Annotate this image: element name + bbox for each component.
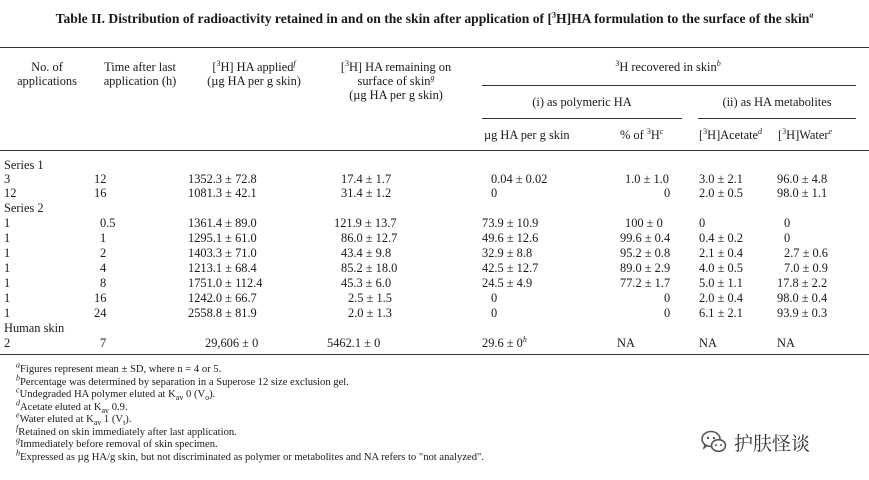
table-cell: 2558.8 ± 81.9 xyxy=(188,306,257,320)
table-cell: 31.4 ± 1.2 xyxy=(341,186,392,200)
table-cell: 16 xyxy=(94,291,107,305)
table-cell: 1 xyxy=(4,246,11,260)
table-cell: 7.0 ± 0.9 xyxy=(784,261,828,275)
table-cell: 3.0 ± 2.1 xyxy=(699,172,743,186)
table-cell: 4.0 ± 0.5 xyxy=(699,261,743,275)
table-cell: 1081.3 ± 42.1 xyxy=(188,186,257,200)
table-cell: 8 xyxy=(100,276,107,290)
table-cell: 99.6 ± 0.4 xyxy=(620,231,671,245)
table-cell: 17.4 ± 1.7 xyxy=(341,172,392,186)
table-cell: 24 xyxy=(94,306,107,320)
table-cell: 2 xyxy=(100,246,107,260)
table-cell: 93.9 ± 0.3 xyxy=(777,306,828,320)
table-cell: NA xyxy=(699,336,717,350)
footnote: $^a$Figures represent mean ± SD, where n = 4 or 5. xyxy=(16,360,222,375)
table-cell: 12 xyxy=(94,172,107,186)
table-cell: 100 ± 0 xyxy=(625,216,663,230)
table-cell: 0 xyxy=(784,231,791,245)
table-cell: 1242.0 ± 66.7 xyxy=(188,291,257,305)
header-no-applications: No. of applications xyxy=(17,60,77,88)
table-cell: 1 xyxy=(4,216,11,230)
group-rule xyxy=(482,85,856,86)
sub2-rule xyxy=(698,118,856,119)
table-cell: 2.0 ± 1.3 xyxy=(348,306,392,320)
table-cell: 0.4 ± 0.2 xyxy=(699,231,743,245)
table-cell: 1213.1 ± 68.4 xyxy=(188,261,257,275)
table-cell: 2 xyxy=(4,336,11,350)
header-bottom-rule xyxy=(0,150,869,151)
table-cell: 0.04 ± 0.02 xyxy=(491,172,548,186)
table-cell: 0 xyxy=(664,186,671,200)
table-cell: 1361.4 ± 89.0 xyxy=(188,216,257,230)
series-label: Series 2 xyxy=(4,201,44,215)
sub1-rule xyxy=(482,118,682,119)
table-cell: 0 xyxy=(699,216,706,230)
table-cell: $29.6 \pm 0^h$ xyxy=(482,334,527,350)
table-cell: 3 xyxy=(4,172,11,186)
header-metabolites: (ii) as HA metabolites xyxy=(722,95,832,109)
table-cell: 5462.1 ± 0 xyxy=(327,336,381,350)
series-label: Human skin xyxy=(4,321,65,335)
header-percent: % of $^3H^c$ xyxy=(620,126,664,142)
table-cell: 49.6 ± 12.6 xyxy=(482,231,539,245)
table-cell: 2.0 ± 0.4 xyxy=(699,291,743,305)
table-cell: 24.5 ± 4.9 xyxy=(482,276,533,290)
header-acetate: [$^3$H]Acetate$^d$ xyxy=(699,126,763,142)
table-cell: 5.0 ± 1.1 xyxy=(699,276,743,290)
header-ug-ha: µg HA per g skin xyxy=(484,128,570,142)
table-cell: 0 xyxy=(491,306,498,320)
footnote: $^e$Water eluted at $K_{av}$ 1 $(V_t)$. xyxy=(16,410,132,428)
table-cell: 1 xyxy=(4,231,11,245)
table-cell: 89.0 ± 2.9 xyxy=(620,261,671,275)
header-time-after: Time after last application (h) xyxy=(103,60,177,88)
table-cell: 1.0 ± 1.0 xyxy=(625,172,669,186)
table-cell: 1403.3 ± 71.0 xyxy=(188,246,257,260)
header-recovered-group: $^3$H recovered in skin$^b$ xyxy=(615,58,721,74)
table-cell: 45.3 ± 6.0 xyxy=(341,276,392,290)
table-cell: 0 xyxy=(491,291,498,305)
wechat-icon xyxy=(700,428,728,456)
table-title: Table II. Distribution of radioactivity retained in and on the skin after application of [$^3$H]HA formulation to the surface of the skin$^a$ xyxy=(55,10,814,26)
table-cell: 2.0 ± 0.5 xyxy=(699,186,743,200)
table-cell: 98.0 ± 1.1 xyxy=(777,186,828,200)
header-polymeric: (i) as polymeric HA xyxy=(532,95,632,109)
footnote: $^d$Acetate eluted at $K_{av}$ 0.9. xyxy=(16,397,128,415)
table-cell: 85.2 ± 18.0 xyxy=(341,261,398,275)
table-cell: 17.8 ± 2.2 xyxy=(777,276,828,290)
table-cell: 1 xyxy=(100,231,107,245)
top-rule xyxy=(0,47,869,48)
table-cell: NA xyxy=(777,336,795,350)
table-cell: 1751.0 ± 112.4 xyxy=(188,276,263,290)
table-cell: 43.4 ± 9.8 xyxy=(341,246,392,260)
series-label: Series 1 xyxy=(4,158,44,172)
table-cell: 1 xyxy=(4,306,11,320)
table-cell: 32.9 ± 8.8 xyxy=(482,246,533,260)
table-cell: 6.1 ± 2.1 xyxy=(699,306,743,320)
table-cell: 0 xyxy=(664,291,671,305)
table-cell: 98.0 ± 0.4 xyxy=(777,291,828,305)
footnote: $^g$Immediately before removal of skin specimen. xyxy=(16,435,218,450)
table-cell: 2.1 ± 0.4 xyxy=(699,246,743,260)
table-cell: 1295.1 ± 61.0 xyxy=(188,231,257,245)
table-cell: 42.5 ± 12.7 xyxy=(482,261,539,275)
table-cell: 29,606 ± 0 xyxy=(205,336,259,350)
table-cell: 73.9 ± 10.9 xyxy=(482,216,539,230)
table-cell: 1 xyxy=(4,276,11,290)
footnote: $^f$Retained on skin immediately after last application. xyxy=(16,422,237,438)
table-cell: 0.5 xyxy=(100,216,116,230)
header-water: [$^3$H]Water$^e$ xyxy=(778,126,833,142)
watermark-text: 护肤怪谈 xyxy=(734,432,811,455)
table-cell: 1 xyxy=(4,291,11,305)
table-cell: 77.2 ± 1.7 xyxy=(620,276,671,290)
table-cell: 12 xyxy=(4,186,17,200)
table-cell: 16 xyxy=(94,186,107,200)
table-cell: 121.9 ± 13.7 xyxy=(334,216,397,230)
table-cell: 0 xyxy=(491,186,498,200)
table-cell: 86.0 ± 12.7 xyxy=(341,231,398,245)
footnote: $^h$Expressed as µg HA/g skin, but not discriminated as polymer or metabolites and NA refers to "not analyzed". xyxy=(16,447,484,463)
table-cell: 2.5 ± 1.5 xyxy=(348,291,392,305)
table-cell: 1 xyxy=(4,261,11,275)
header-ha-applied: [$^3$H] HA applied$^f$ (µg HA per g skin) xyxy=(207,58,301,88)
table-cell: 1352.3 ± 72.8 xyxy=(188,172,257,186)
table-cell: 96.0 ± 4.8 xyxy=(777,172,828,186)
footnote: $^c$Undegraded HA polymer eluted at $K_{av}$ 0 $(V_o)$. xyxy=(16,385,216,403)
table-cell: NA xyxy=(617,336,635,350)
table-cell: 7 xyxy=(100,336,107,350)
table-cell: 2.7 ± 0.6 xyxy=(784,246,828,260)
table-cell: 0 xyxy=(664,306,671,320)
bottom-rule xyxy=(0,354,869,355)
footnote: $^b$Percentage was determined by separation in a Superose 12 size exclusion gel. xyxy=(16,372,349,388)
header-ha-remaining: [$^3$H] HA remaining on surface of skin$^g$ (µg HA per g skin) xyxy=(340,58,452,102)
table-cell: 4 xyxy=(100,261,107,275)
watermark xyxy=(700,428,810,456)
table-cell: 95.2 ± 0.8 xyxy=(620,246,671,260)
table-cell: 0 xyxy=(784,216,791,230)
